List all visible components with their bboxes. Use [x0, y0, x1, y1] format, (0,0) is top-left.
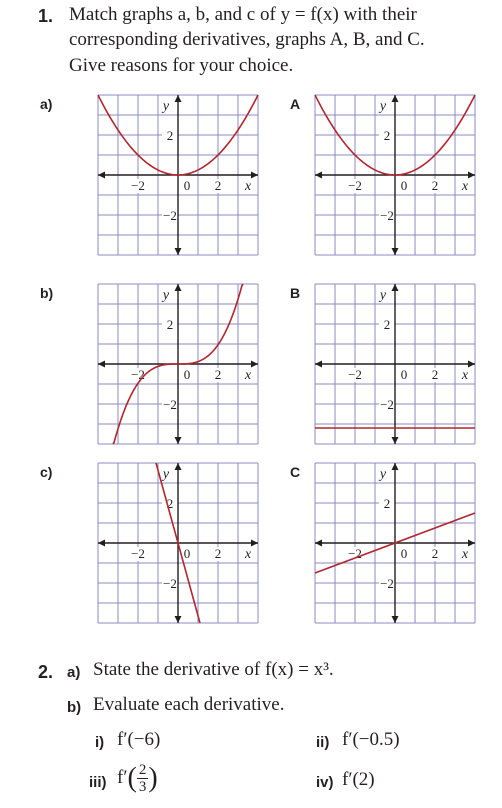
tick-label-y-neg: −2 — [380, 208, 394, 223]
question-2-number: 2. — [38, 662, 54, 682]
x-axis-name: x — [244, 547, 252, 562]
question-2a-label: a) — [67, 664, 81, 681]
question-1-line-3: Give reasons for your choice. — [69, 55, 294, 76]
y-axis-arrow-up — [175, 95, 182, 102]
y-axis-name: y — [379, 467, 387, 482]
x-axis-arrow-left — [98, 540, 105, 547]
tick-label-y-pos: 2 — [166, 317, 174, 332]
x-axis-arrow-left — [98, 361, 105, 368]
y-axis-arrow-up — [392, 284, 399, 291]
x-axis-name: x — [461, 179, 469, 194]
tick-label-y-neg: −2 — [380, 576, 394, 591]
tick-label-x-neg: −2 — [131, 546, 145, 561]
tick-label-y-pos: 2 — [383, 317, 391, 332]
item-i-label: i) — [95, 734, 105, 751]
question-1-line-2: corresponding derivatives, graphs A, B, and C. — [69, 29, 425, 50]
tick-label-x-pos: 2 — [214, 367, 222, 382]
graph-label-B: B — [290, 285, 301, 301]
y-axis-arrow-up — [175, 284, 182, 291]
tick-label-x-pos: 2 — [431, 546, 439, 561]
fraction-denominator: 3 — [138, 779, 147, 795]
tick-label-origin: 0 — [183, 546, 191, 561]
tick-label-y-pos: 2 — [383, 496, 391, 511]
tick-label-y-neg: −2 — [163, 397, 177, 412]
tick-label-y-pos: 2 — [383, 128, 391, 143]
graph-B — [314, 283, 476, 445]
y-axis-name: y — [379, 288, 387, 303]
tick-label-origin: 0 — [400, 178, 408, 193]
tick-label-x-neg: −2 — [131, 367, 145, 382]
y-axis-arrow-up — [392, 463, 399, 470]
x-axis-arrow-right — [251, 172, 258, 179]
x-axis-arrow-left — [315, 172, 322, 179]
x-axis-name: x — [461, 368, 469, 383]
tick-label-origin: 0 — [400, 367, 408, 382]
y-axis-arrow-down — [392, 248, 399, 255]
x-axis-arrow-right — [468, 172, 475, 179]
question-2b-label: b) — [67, 699, 82, 716]
tick-label-origin: 0 — [400, 546, 408, 561]
y-axis-arrow-down — [175, 616, 182, 623]
item-ii-text: f′(−0.5) — [342, 729, 400, 750]
tick-label-x-neg: −2 — [348, 546, 362, 561]
tick-label-x-neg: −2 — [131, 178, 145, 193]
graph-label-a: a) — [40, 96, 53, 112]
graph-A — [314, 94, 476, 256]
y-axis-arrow-down — [175, 437, 182, 444]
tick-label-x-pos: 2 — [214, 178, 222, 193]
fraction-numerator: 2 — [138, 762, 147, 778]
tick-label-y-neg: −2 — [163, 208, 177, 223]
item-iii-expression — [117, 762, 158, 795]
graph-a — [97, 94, 259, 256]
y-axis-arrow-down — [175, 248, 182, 255]
tick-label-y-neg: −2 — [163, 576, 177, 591]
tick-label-x-pos: 2 — [214, 546, 222, 561]
graph-label-b: b) — [40, 285, 54, 301]
item-iii-prefix: f′ — [117, 766, 128, 788]
x-axis-name: x — [461, 547, 469, 562]
tick-label-x-pos: 2 — [431, 178, 439, 193]
item-iii-label: iii) — [89, 774, 107, 791]
tick-label-y-pos: 2 — [166, 128, 174, 143]
y-axis-name: y — [162, 467, 170, 482]
x-axis-name: x — [244, 368, 252, 383]
y-axis-arrow-up — [392, 95, 399, 102]
question-2b-text: Evaluate each derivative. — [93, 694, 285, 715]
y-axis-arrow-down — [392, 437, 399, 444]
y-axis-name: y — [162, 288, 170, 303]
tick-label-x-neg: −2 — [348, 367, 362, 382]
y-axis-name: y — [379, 99, 387, 114]
y-axis-name: y — [162, 99, 170, 114]
graph-label-c: c) — [40, 464, 53, 480]
tick-label-origin: 0 — [183, 178, 191, 193]
graph-label-A: A — [290, 96, 301, 112]
item-iv-text: f′(2) — [342, 769, 375, 790]
tick-label-y-pos: 2 — [166, 496, 174, 511]
x-axis-name: x — [244, 179, 252, 194]
question-2a-text: State the derivative of f(x) = x³. — [93, 659, 334, 680]
x-axis-arrow-right — [251, 361, 258, 368]
tick-label-y-neg: −2 — [380, 397, 394, 412]
tick-label-x-pos: 2 — [431, 367, 439, 382]
graph-C — [314, 462, 476, 624]
tick-label-origin: 0 — [183, 367, 191, 382]
item-i-text: f′(−6) — [117, 729, 161, 750]
x-axis-arrow-left — [98, 172, 105, 179]
item-iv-label: iv) — [316, 774, 334, 791]
close-paren: ) — [148, 762, 158, 794]
x-axis-arrow-right — [468, 361, 475, 368]
x-axis-arrow-right — [468, 540, 475, 547]
x-axis-arrow-left — [315, 361, 322, 368]
tick-label-x-neg: −2 — [348, 178, 362, 193]
open-paren: ( — [127, 762, 137, 794]
y-axis-arrow-down — [392, 616, 399, 623]
y-axis-arrow-up — [175, 463, 182, 470]
item-ii-label: ii) — [316, 734, 330, 751]
x-axis-arrow-right — [251, 540, 258, 547]
x-axis-arrow-left — [315, 540, 322, 547]
graph-c — [97, 462, 259, 624]
fraction — [137, 762, 149, 795]
question-1-number: 1. — [38, 6, 54, 26]
graph-label-C: C — [290, 464, 301, 480]
graph-b — [97, 283, 259, 445]
question-1-line-1: Match graphs a, b, and c of y = f(x) with their — [69, 4, 417, 25]
